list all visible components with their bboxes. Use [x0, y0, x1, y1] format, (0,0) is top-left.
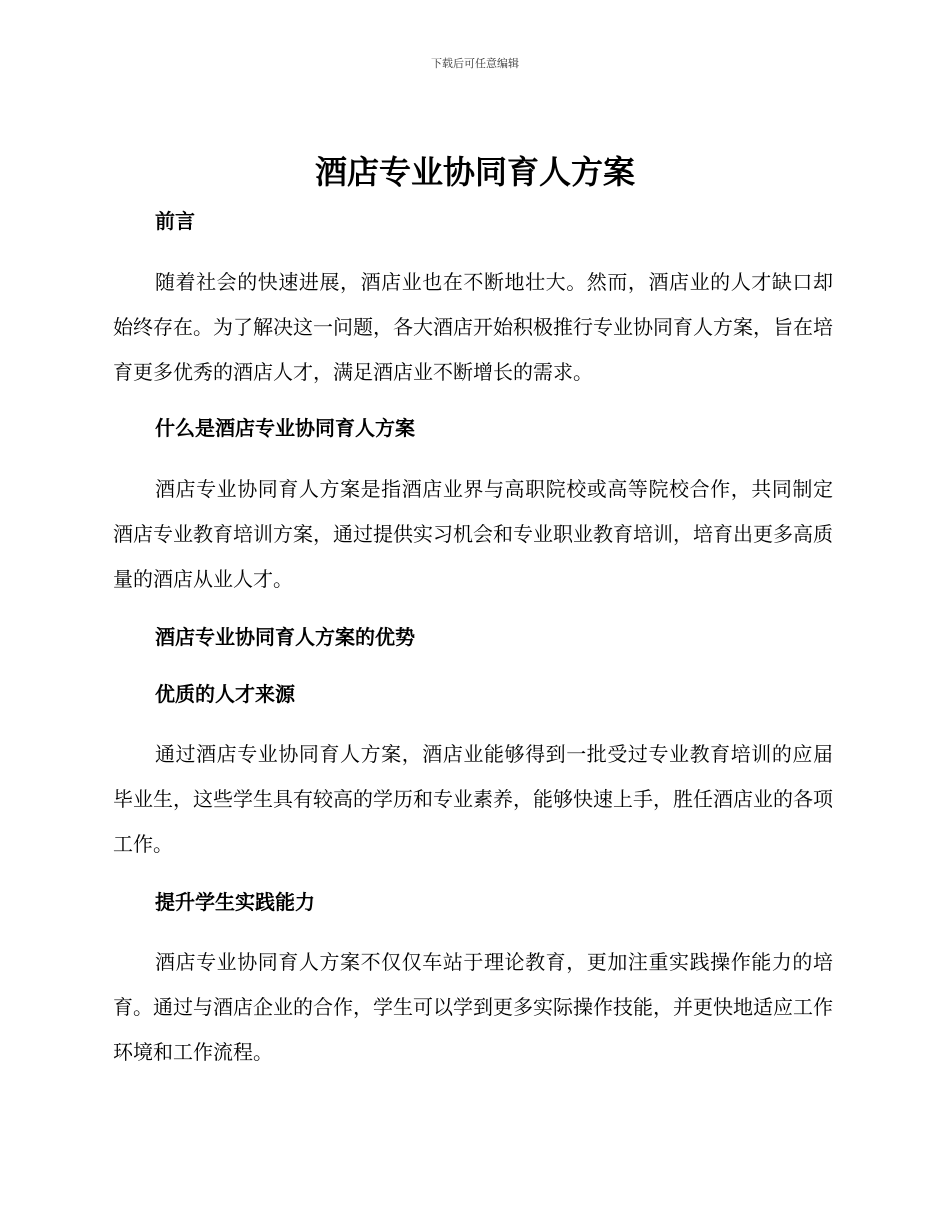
document-title: 酒店专业协同育人方案 [314, 153, 635, 191]
talent-paragraph: 通过酒店专业协同育人方案，酒店业能够得到一批受过专业教育培训的应届毕业生，这些学生具有较高的学历和专业素养，能够快速上手，胜任酒店业的各项工作。 [113, 742, 833, 856]
what-paragraph: 酒店专业协同育人方案是指酒店业界与高职院校或高等院校合作，共同制定酒店专业教育培训方案，通过提供实习机会和专业职业教育培训，培育出更多高质量的酒店从业人才。 [113, 477, 833, 591]
preface-heading: 前言 [155, 209, 195, 233]
talent-heading: 优质的人才来源 [155, 682, 295, 706]
practice-paragraph: 酒店专业协同育人方案不仅仅车站于理论教育，更加注重实践操作能力的培育。通过与酒店企业的合作，学生可以学到更多实际操作技能，并更快地适应工作环境和工作流程。 [113, 950, 833, 1064]
page-header-note: 下载后可任意编辑 [431, 57, 519, 70]
document-body [113, 202, 833, 1075]
what-heading: 什么是酒店专业协同育人方案 [155, 416, 415, 440]
advantages-heading: 酒店专业协同育人方案的优势 [155, 625, 415, 649]
preface-paragraph: 随着社会的快速进展，酒店业也在不断地壮大。然而，酒店业的人才缺口却始终存在。为了解决这一问题，各大酒店开始积极推行专业协同育人方案，旨在培育更多优秀的酒店人才，满足酒店业不断增长的需求。 [113, 270, 833, 384]
practice-heading: 提升学生实践能力 [155, 890, 315, 914]
